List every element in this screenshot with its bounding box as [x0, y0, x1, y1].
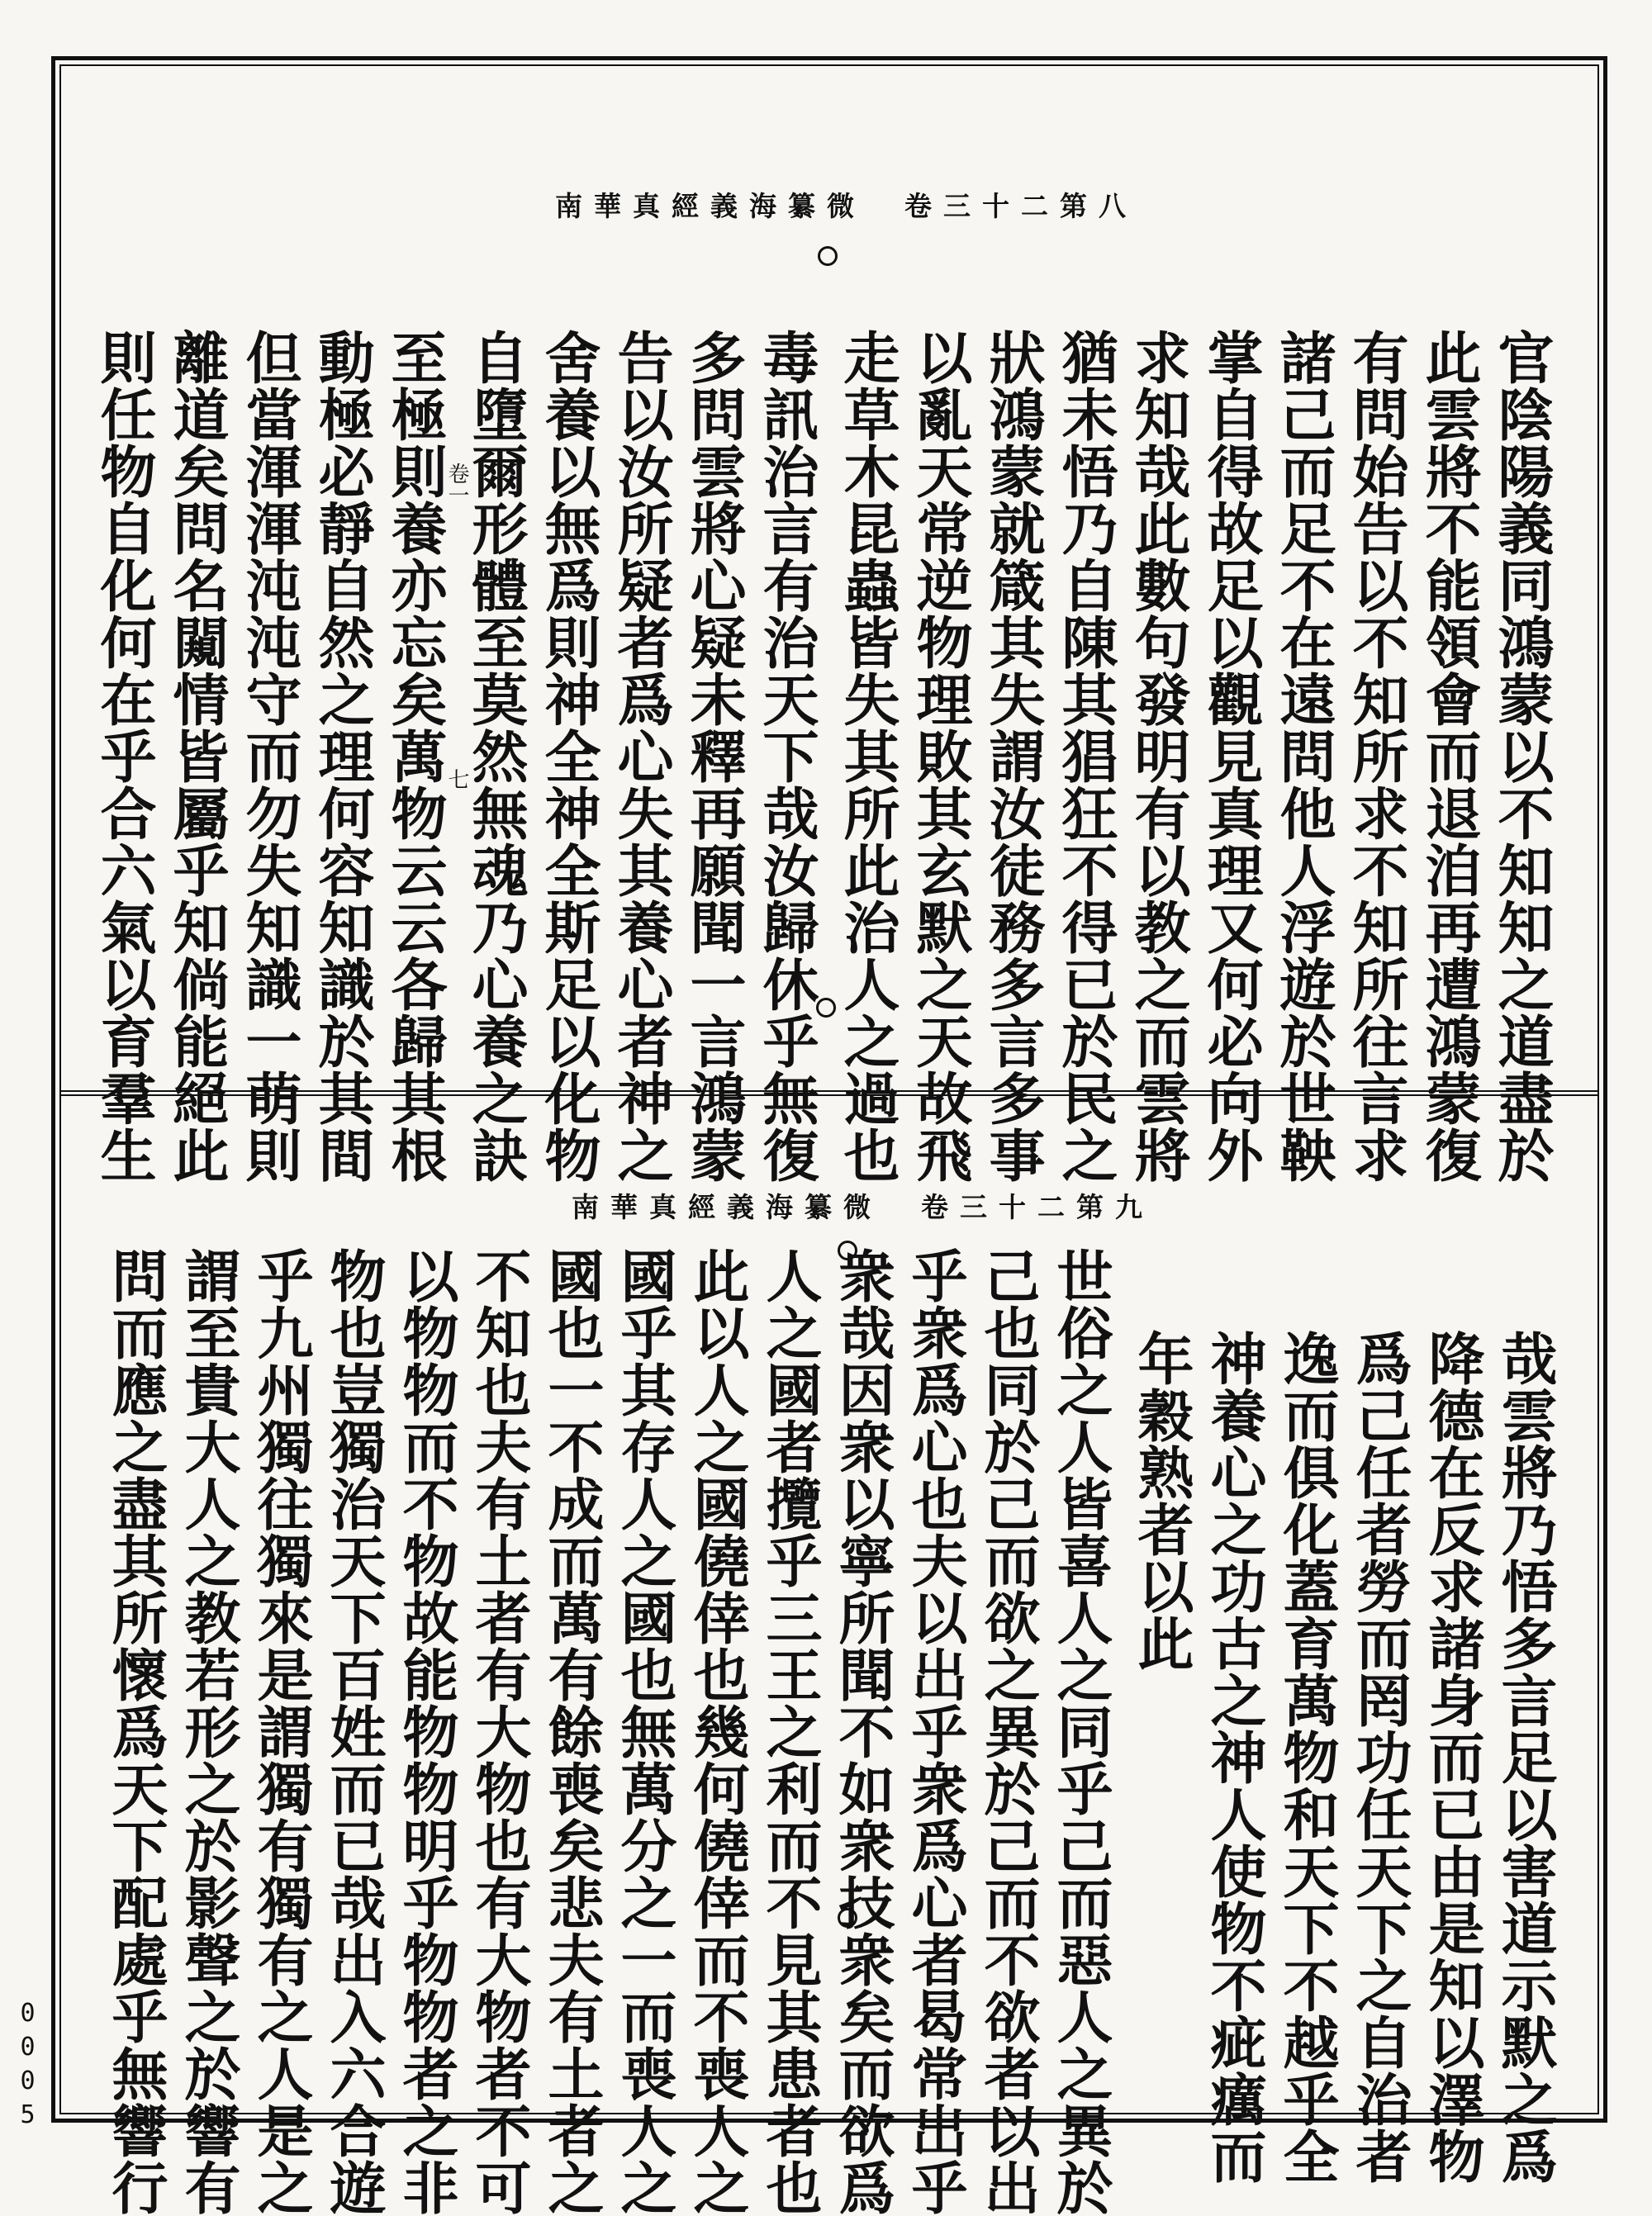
top-column-8: 狀鴻蒙就箴其失謂汝徒務多言多事	[980, 329, 1046, 1184]
bottom-column-11: 人之國者攬乎三王之利而不見其患者也	[757, 1247, 823, 2216]
bottom-column-2: 降德在反求諸身而已由是知以澤物	[1419, 1330, 1485, 2185]
top-column-5: 掌自得故足以觀見真理又何必向外	[1198, 329, 1264, 1184]
bottom-column-18: 乎九州獨往獨來是謂獨有獨有之人是之	[248, 1247, 314, 2216]
bottom-column-5: 神養心之功古之神人使物不疵癘而	[1201, 1330, 1267, 2185]
bottom-column-14: 國也一不成而萬有餘喪矣悲夫有土者之	[539, 1247, 605, 2216]
bottom-column-4: 逸而俱化蓋育萬物和天下不越乎全	[1274, 1330, 1340, 2185]
bottom-column-16: 以物物而不物故能物物明乎物物者之非	[393, 1247, 459, 2216]
bottom-column-20: 問而應之盡其所懷爲天下配處乎無響行	[102, 1247, 169, 2216]
top-column-2: 此雲將不能領會而退洎再遭鴻蒙復	[1416, 329, 1482, 1184]
top-column-16: 至極則養亦忘矣萬物云云各歸其根	[382, 329, 448, 1184]
circle-mark	[818, 246, 838, 266]
top-column-11: 毒訊治言有治天下哉汝歸休乎無復	[753, 329, 819, 1184]
top-column-19: 離道矣問名闚情皆屬乎知倘能絕此	[164, 329, 230, 1184]
bottom-column-15: 不知也夫有土者有大物也有大物者不可	[466, 1247, 532, 2216]
bottom-column-17: 物也豈獨治天下百姓而已哉出入六合遊	[320, 1247, 387, 2216]
bottom-column-6: 年穀熟者以此	[1128, 1330, 1194, 1672]
bottom-column-13: 國乎其存人之國也無萬分之一而喪人之	[611, 1247, 677, 2216]
top-column-17: 動極必靜自然之理何容知識於其間	[309, 329, 375, 1184]
margin-note: 七	[444, 768, 469, 790]
top-column-7: 猶未悟乃自陳其猖狂不得已於民之	[1052, 329, 1118, 1184]
bottom-column-12: 此以人之國僥倖也幾何僥倖而不喪人之	[684, 1247, 750, 2216]
margin-note: 卷一	[444, 463, 469, 505]
top-column-18: 但當渾渾沌沌守而勿失知識一萌則	[236, 329, 302, 1184]
page-number: 0005	[13, 1999, 42, 2134]
bottom-column-7: 世俗之人皆喜人之同乎己而惡人之異於	[1047, 1247, 1113, 2216]
top-column-9: 以亂天常逆物理敗其玄默之天故飛	[907, 329, 973, 1184]
top-column-1: 官陰陽義同鴻蒙以不知知之道盡於	[1488, 329, 1555, 1184]
top-column-12: 多問雲將心疑未釋再願聞一言鴻蒙	[681, 329, 747, 1184]
bottom-column-9: 乎衆爲心也夫以出乎衆爲心者曷常出乎	[902, 1247, 968, 2216]
circle-mark	[838, 1908, 857, 1928]
bottom-page-header: 南華真經義海纂微 卷三十二第九	[572, 1191, 1154, 1223]
top-column-3: 有問始告以不知所求不知所往言求	[1343, 329, 1409, 1184]
top-column-10: 走草木昆蟲皆失其所此治人之過也	[834, 329, 900, 1184]
top-page-header: 南華真經義海纂微 卷三十二第八	[555, 190, 1137, 222]
top-column-15: 自墮爾形體至莫然無魂乃心養之訣	[463, 329, 529, 1184]
bottom-column-10: 衆哉因衆以寧所聞不如衆技衆矣而欲爲	[829, 1247, 895, 2216]
bottom-column-8: 己也同於己而欲之異於己而不欲者以出	[975, 1247, 1041, 2216]
top-column-6: 求知哉此數句發明有以教之而雲將	[1125, 329, 1191, 1184]
top-column-4: 諸己而足不在遠問他人浮遊於世鞅	[1270, 329, 1336, 1184]
circle-mark	[838, 1241, 857, 1260]
top-column-20: 則任物自化何在乎合六氣以育羣生	[91, 329, 157, 1184]
bottom-column-3: 爲己任者勞而罔功任天下之自治者	[1346, 1330, 1412, 2185]
top-column-13: 告以汝所疑者爲心失其養心者神之	[608, 329, 674, 1184]
bottom-column-1: 哉雲將乃悟多言足以害道示默之爲	[1492, 1330, 1558, 2185]
top-column-14: 舍養以無爲則神全神全斯足以化物	[535, 329, 601, 1184]
bottom-column-19: 謂至貴大人之教若形之於影聲之於響有	[175, 1247, 241, 2216]
